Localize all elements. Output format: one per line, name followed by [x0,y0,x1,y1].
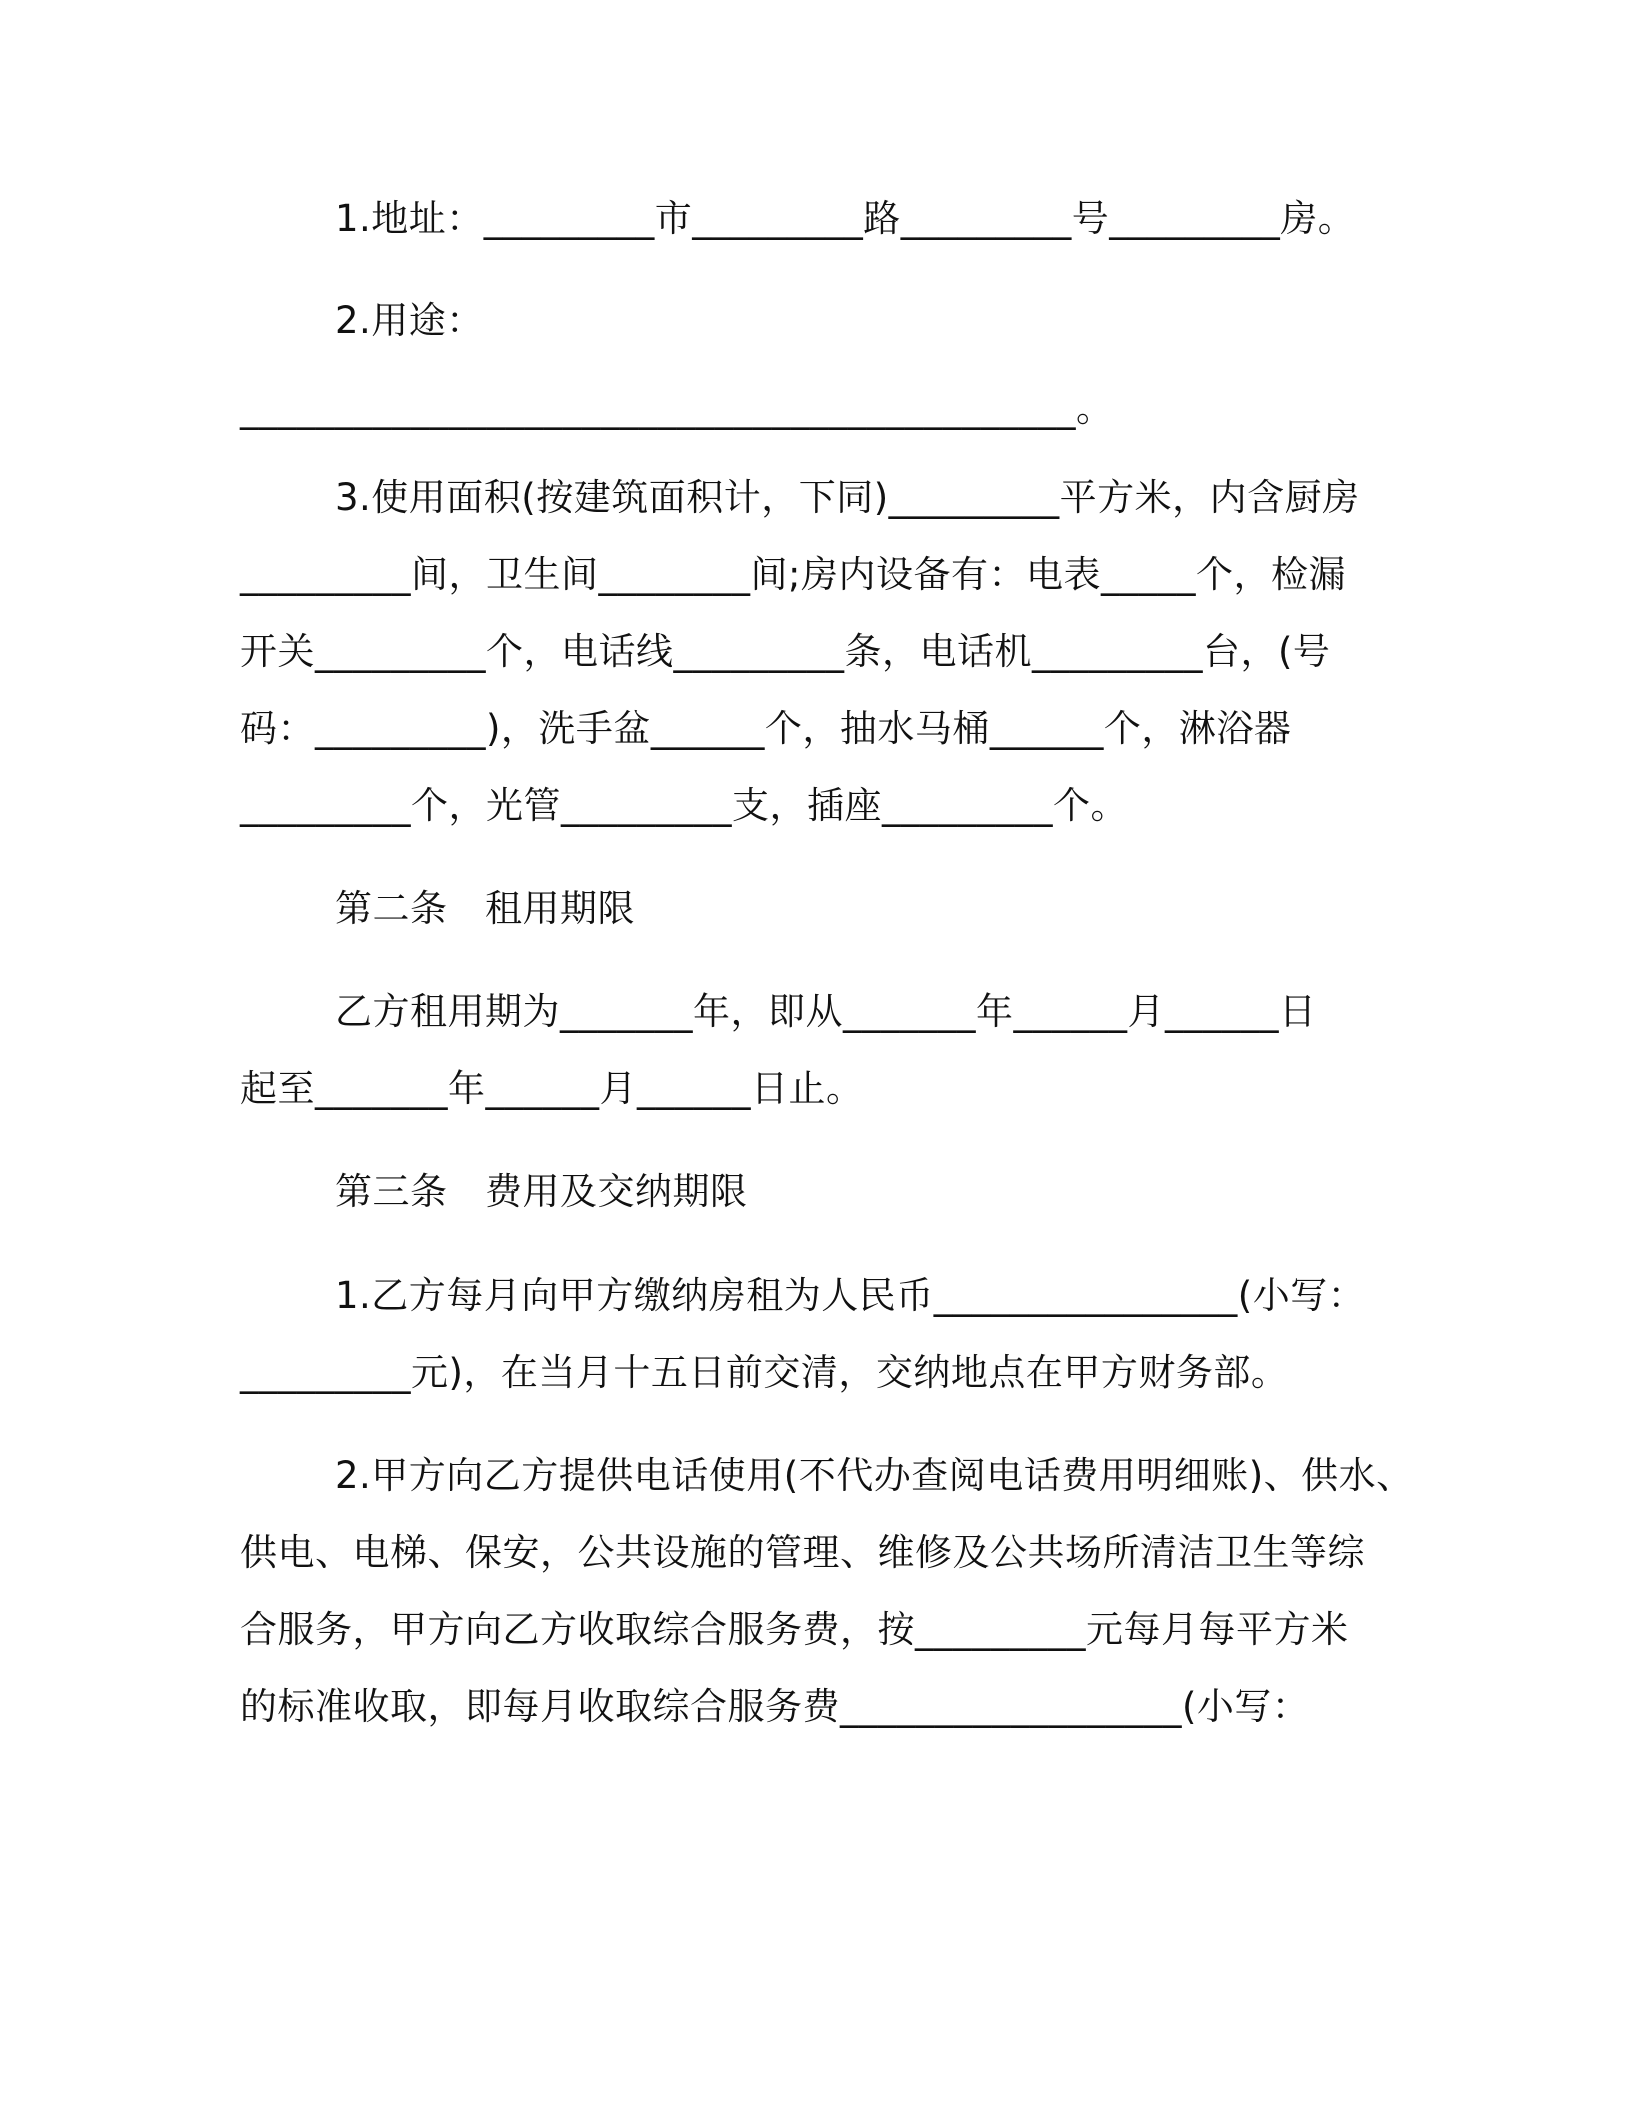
area-line-2: _________间，卫生间________间;房内设备有：电表_____个，检漏 [240,553,1346,596]
service-line-3: 合服务，甲方向乙方收取综合服务费，按_________元每月每平方米 [240,1608,1349,1651]
article-2-heading: 第二条 租用期限 [335,887,635,930]
rent-line-1: 1.乙方每月向甲方缴纳房租为人民币________________(小写： [335,1274,1366,1317]
service-line-1: 2.甲方向乙方提供电话使用(不代办查阅电话费用明细账)、供水、 [335,1454,1414,1497]
area-line-3: 开关_________个，电话线_________条，电话机_________台，(号 [240,630,1331,673]
area-line-5: _________个，光管_________支，插座_________个。 [240,784,1128,827]
rent-line-2: _________元)，在当月十五日前交清，交纳地点在甲方财务部。 [240,1351,1289,1394]
article-3-heading: 第三条 费用及交纳期限 [335,1170,748,1213]
lease-term-line-2: 起至_______年______月______日止。 [240,1067,864,1110]
address-line: 1.地址：_________市_________路_________号_________房。 [335,197,1356,240]
area-line-1: 3.使用面积(按建筑面积计，下同)_________平方米，内含厨房 [335,476,1360,519]
usage-label: 2.用途： [335,299,484,342]
service-line-2: 供电、电梯、保安，公共设施的管理、维修及公共场所清洁卫生等综 [240,1531,1365,1574]
service-line-4: 的标准收取，即每月收取综合服务费__________________(小写： [240,1685,1310,1728]
usage-blank-line: ____________________________________________。 [240,387,1114,430]
lease-term-line-1: 乙方租用期为_______年，即从_______年______月______日 [335,990,1317,1033]
area-line-4: 码：_________)，洗手盆______个，抽水马桶______个，淋浴器 [240,707,1292,750]
